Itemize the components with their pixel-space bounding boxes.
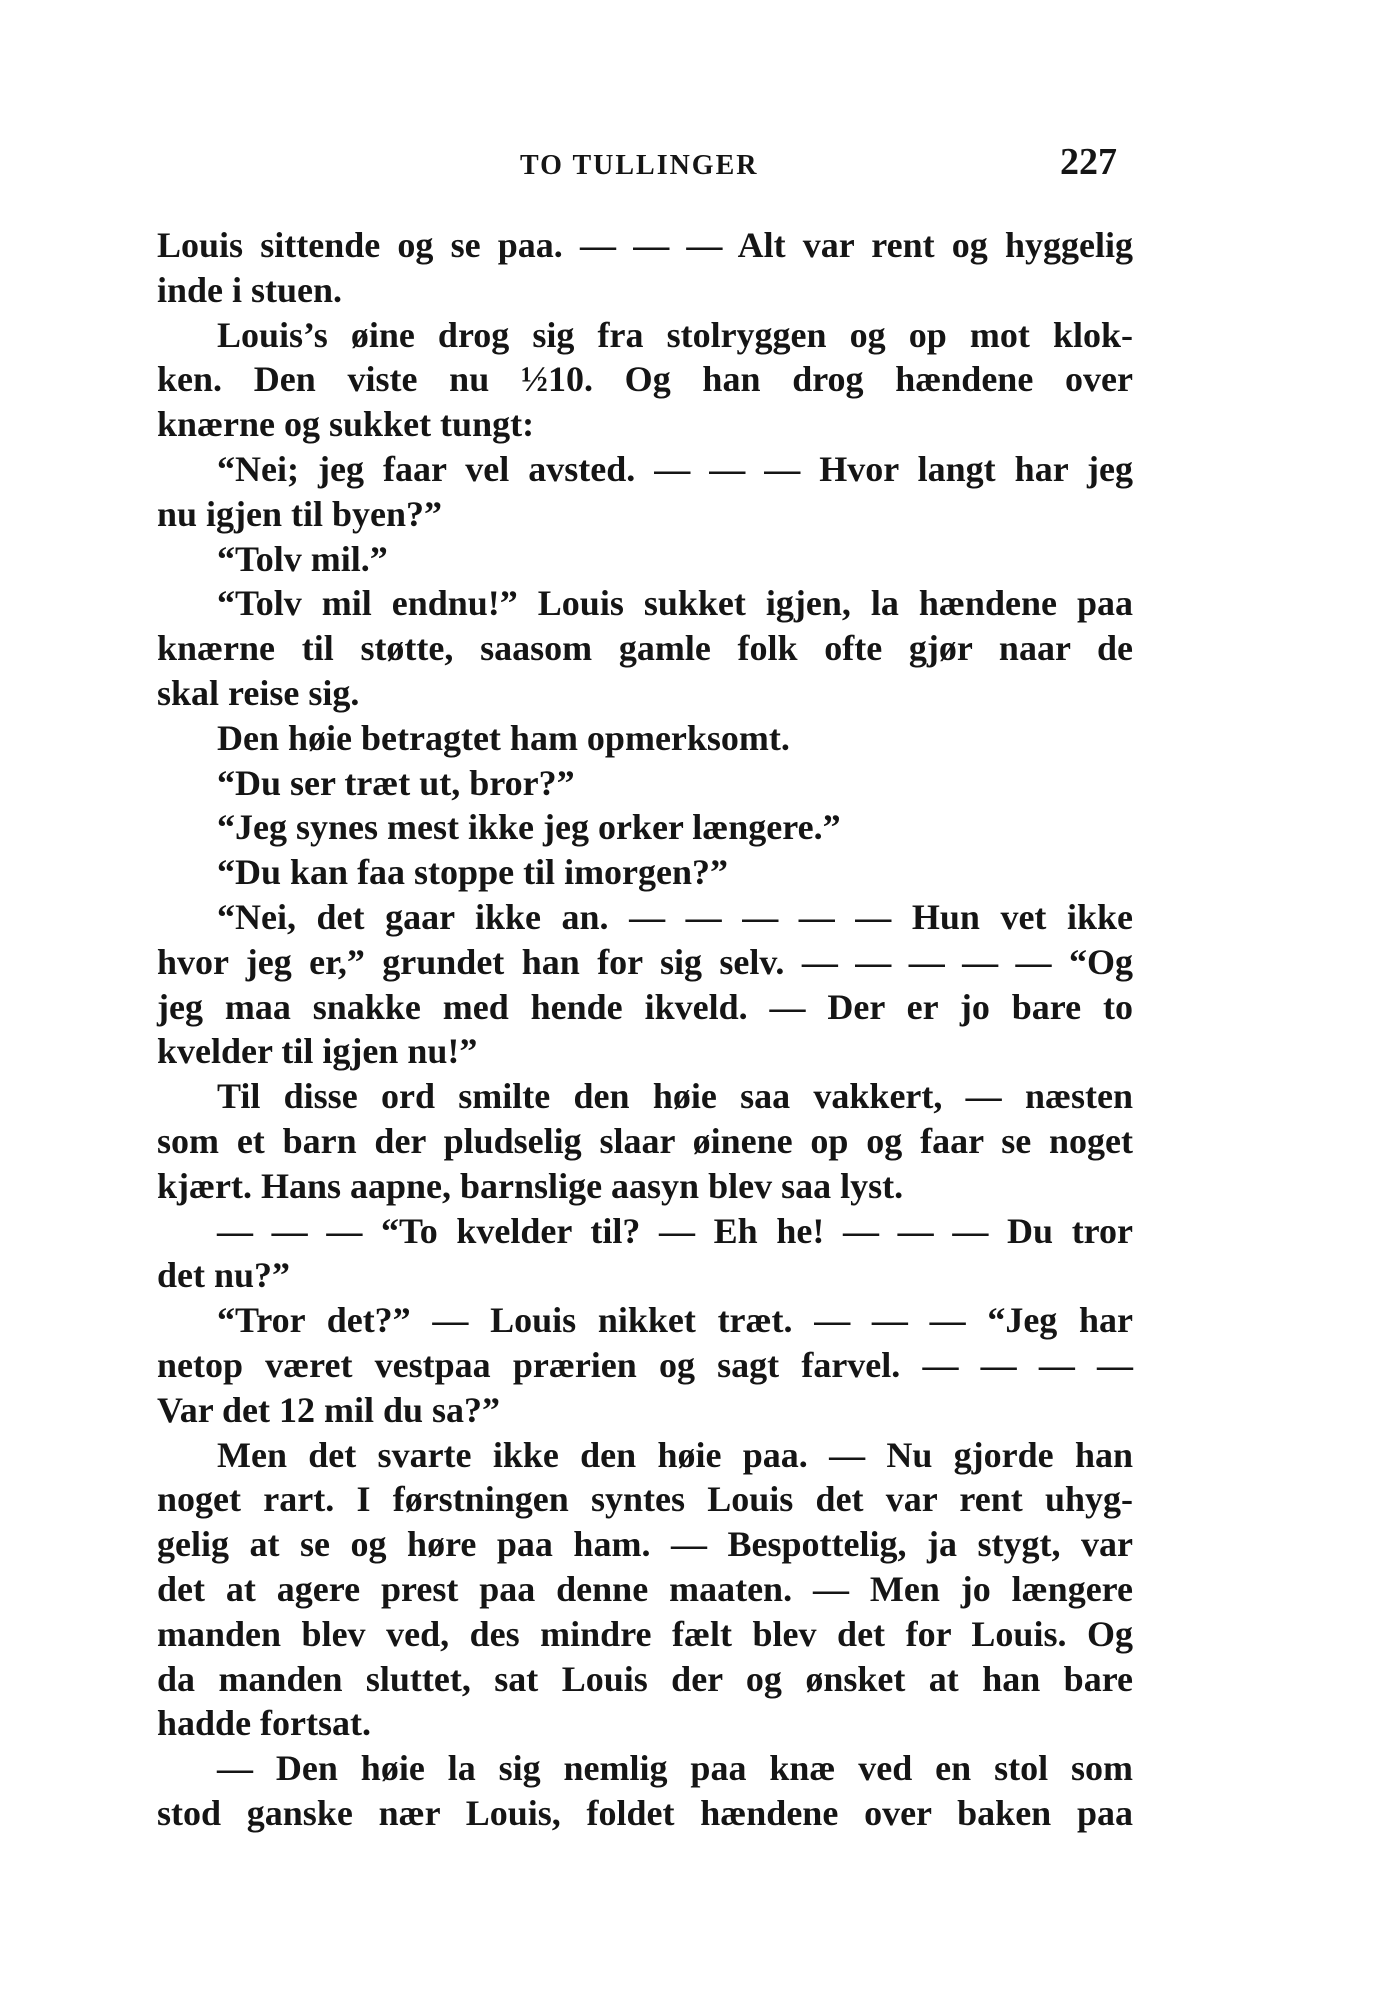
text-line: nu igjen til byen?” bbox=[157, 493, 443, 534]
page-number: 227 bbox=[1060, 141, 1117, 183]
text-line: “Jeg synes mest ikke jeg orker længere.” bbox=[217, 807, 841, 848]
text-line: knærne til støtte, saasom gamle folk ofte gjør naar de bbox=[157, 628, 1133, 669]
text-line: gelig at se og høre paa ham. — Bespottelig, ja stygt, var bbox=[157, 1524, 1133, 1565]
text-line: hadde fortsat. bbox=[157, 1703, 371, 1744]
text-line: “Tolv mil.” bbox=[217, 538, 388, 579]
text-line: skal reise sig. bbox=[157, 672, 360, 713]
text-line: “Tolv mil endnu!” Louis sukket igjen, la hændene paa bbox=[217, 583, 1133, 624]
running-title: TO TULLINGER bbox=[520, 150, 759, 181]
text-line: Var det 12 mil du sa?” bbox=[157, 1389, 501, 1430]
text-line: — — — “To kvelder til? — Eh he! — — — Du tror bbox=[217, 1210, 1133, 1251]
text-line: stod ganske nær Louis, foldet hændene over baken paa bbox=[157, 1792, 1133, 1833]
text-line: “Tror det?” — Louis nikket træt. — — — “Jeg har bbox=[217, 1300, 1133, 1341]
text-line: Men det svarte ikke den høie paa. — Nu gjorde han bbox=[217, 1434, 1133, 1475]
text-line: manden blev ved, des mindre fælt blev det for Louis. Og bbox=[157, 1613, 1133, 1654]
text-line: det at agere prest paa denne maaten. — Men jo længere bbox=[157, 1568, 1133, 1609]
text-line: Til disse ord smilte den høie saa vakkert, — næsten bbox=[217, 1076, 1133, 1117]
text-line: “Du kan faa stoppe til imorgen?” bbox=[217, 852, 729, 893]
text-line: kvelder til igjen nu!” bbox=[157, 1031, 478, 1072]
text-line: da manden sluttet, sat Louis der og ønsket at han bare bbox=[157, 1658, 1133, 1699]
text-line: kjært. Hans aapne, barnslige aasyn blev saa lyst. bbox=[157, 1165, 904, 1206]
text-line: netop været vestpaa prærien og sagt farvel. — — — — bbox=[157, 1344, 1133, 1385]
text-line: “Du ser træt ut, bror?” bbox=[217, 762, 575, 803]
text-line: som et barn der pludselig slaar øinene op og faar se noget bbox=[157, 1120, 1133, 1161]
text-line: Louis sittende og se paa. — — — Alt var rent og hyggelig bbox=[157, 225, 1133, 265]
text-line: ken. Den viste nu ½10. Og han drog hændene over bbox=[157, 359, 1133, 400]
text-line: hvor jeg er,” grundet han for sig selv. — — — — — “Og bbox=[157, 941, 1133, 982]
text-line: Den høie betragtet ham opmerksomt. bbox=[217, 717, 790, 758]
text-line: noget rart. I førstningen syntes Louis det var rent uhyg- bbox=[157, 1479, 1133, 1520]
text-line: knærne og sukket tungt: bbox=[157, 404, 535, 445]
text-line: Louis’s øine drog sig fra stolryggen og op mot klok- bbox=[217, 314, 1133, 355]
text-line: — Den høie la sig nemlig paa knæ ved en stol som bbox=[217, 1748, 1133, 1789]
text-line: “Nei, det gaar ikke an. — — — — — Hun vet ikke bbox=[217, 896, 1133, 937]
text-line: “Nei; jeg faar vel avsted. — — — Hvor langt har jeg bbox=[217, 448, 1133, 489]
text-line: det nu?” bbox=[157, 1255, 291, 1296]
text-line: inde i stuen. bbox=[157, 269, 343, 310]
body-text bbox=[157, 223, 1133, 1836]
text-line: jeg maa snakke med hende ikveld. — Der er jo bare to bbox=[157, 986, 1133, 1027]
